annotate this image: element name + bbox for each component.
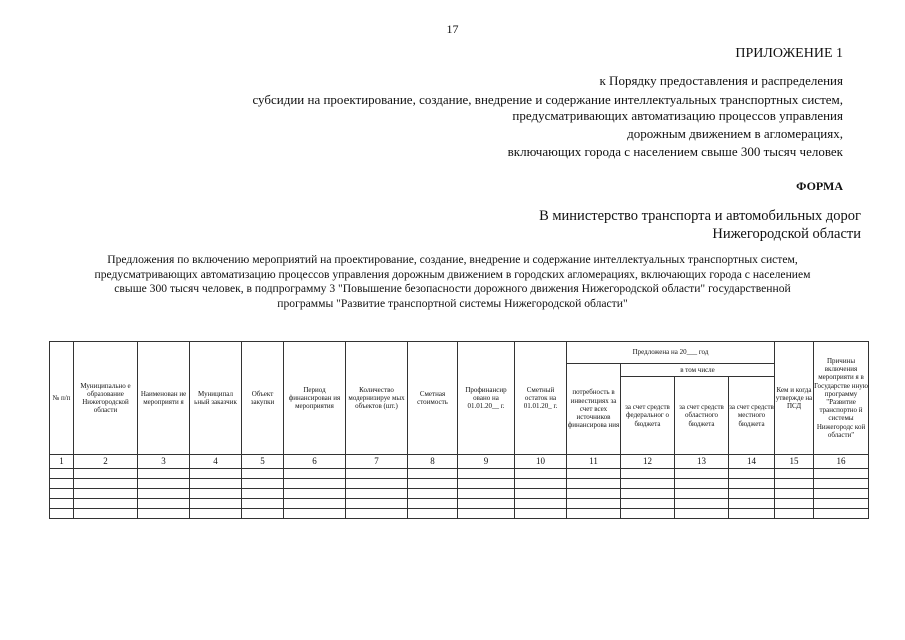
form-label: ФОРМА — [796, 179, 843, 193]
col-header-proposed-year: Предложена на 20___ год — [567, 342, 775, 364]
col-header-psd-approval: Кем и когда утвержде на ПСД — [775, 342, 814, 455]
col-header-estimated-cost: Сметная стоимость — [408, 342, 458, 455]
subtitle-line: к Порядку предоставления и распределения — [599, 73, 843, 88]
empty-table-row — [50, 499, 869, 509]
subtitle-line: дорожным движением в агломерациях, — [627, 126, 843, 141]
column-number-cell: 11 — [567, 455, 621, 469]
column-number-cell: 13 — [675, 455, 729, 469]
column-number-cell: 3 — [138, 455, 190, 469]
col-header-municipality: Муниципально е образование Нижегородской области — [74, 342, 138, 455]
column-number-cell: 9 — [458, 455, 515, 469]
page-number: 17 — [446, 22, 459, 36]
empty-table-row — [50, 469, 869, 479]
proposal-title-line: Предложения по включению мероприятий на проектирование, создание, внедрение и содержание интеллектуальных транспортных систем, — [107, 253, 798, 266]
column-number-cell: 12 — [621, 455, 675, 469]
col-header-reasons: Причины включения мероприяти я в Государстве нную программу "Развитие транспортно й системы Нижегородс кой области" — [814, 342, 869, 455]
col-header-federal-budget: за счет средств федеральног о бюджета — [621, 377, 675, 455]
empty-table-row — [50, 509, 869, 519]
col-header-including: в том числе — [621, 364, 775, 377]
addressee-line: Нижегородской области — [712, 226, 861, 242]
subtitle-line: предусматривающих автоматизацию процессов управления — [512, 108, 843, 123]
col-header-investment-need: потребность в инвестициях за счет всех источников финансирова ния — [567, 364, 621, 455]
col-header-financed: Профинансир овано на 01.01.20__ г. — [458, 342, 515, 455]
col-header-financing-period: Период финансирован ия мероприятия — [284, 342, 346, 455]
proposal-title-line: предусматривающих автоматизацию процессов управления дорожным движением в городских агломерациях, включающих города с населением — [94, 267, 811, 281]
col-header-measure-name: Наименован ие мероприяти я — [138, 342, 190, 455]
col-header-regional-budget: за счет средств областного бюджета — [675, 377, 729, 455]
subtitle-line: субсидии на проектирование, создание, внедрение и содержание интеллектуальных транспортных систем, — [252, 92, 843, 107]
column-number-cell: 14 — [729, 455, 775, 469]
column-number-cell: 8 — [408, 455, 458, 469]
proposals-table — [49, 341, 869, 519]
col-header-local-budget: за счет средств местного бюджета — [729, 377, 775, 455]
appendix-title: ПРИЛОЖЕНИЕ 1 — [735, 46, 843, 61]
proposal-title-line: свыше 300 тысяч человек, в подпрограмму 3 "Повышение безопасности дорожного движения Нижегородской области" государственной — [114, 282, 791, 295]
col-header-customer: Муниципал ьный заказчик — [190, 342, 242, 455]
proposal-title-line: программы "Развитие транспортной системы Нижегородской области" — [277, 296, 628, 310]
column-number-cell: 1 — [50, 455, 74, 469]
column-number-cell: 2 — [74, 455, 138, 469]
column-number-cell: 16 — [814, 455, 869, 469]
column-number-cell: 7 — [346, 455, 408, 469]
col-header-procurement-object: Объект закупки — [242, 342, 284, 455]
col-header-remaining: Сметный остаток на 01.01.20_ г. — [515, 342, 567, 455]
addressee-line: В министерство транспорта и автомобильных дорог — [539, 208, 861, 224]
col-header-number: № п/п — [50, 342, 74, 455]
column-number-cell: 6 — [284, 455, 346, 469]
col-header-object-count: Количество модернизируе мых объектов (шт.) — [346, 342, 408, 455]
column-number-cell: 10 — [515, 455, 567, 469]
column-number-row — [50, 455, 869, 469]
subtitle-line: включающих города с населением свыше 300 тысяч человек — [507, 144, 843, 159]
proposal-title — [40, 253, 865, 311]
empty-table-row — [50, 479, 869, 489]
column-number-cell: 15 — [775, 455, 814, 469]
empty-table-row — [50, 489, 869, 499]
column-number-cell: 4 — [190, 455, 242, 469]
column-number-cell: 5 — [242, 455, 284, 469]
